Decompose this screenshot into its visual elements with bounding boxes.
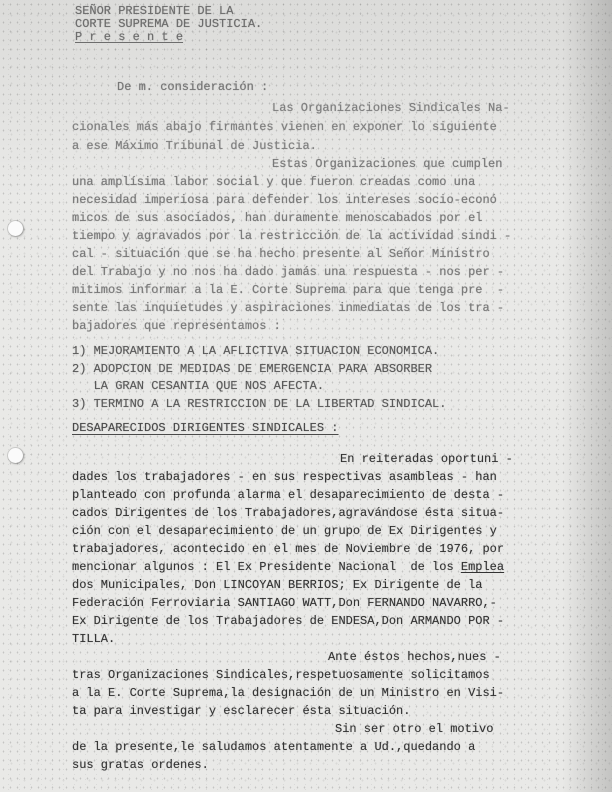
text-line: ta para investigar y esclarecer ésta situación. bbox=[72, 704, 411, 718]
text-line: 2) ADOPCION DE MEDIDAS DE EMERGENCIA PARA ABSORBER bbox=[72, 361, 433, 376]
text-line: TILLA. bbox=[72, 632, 116, 646]
text-line: P r e s e n t e bbox=[75, 30, 184, 44]
text-line: Estas Organizaciones que cumplen bbox=[272, 157, 503, 171]
text-line: sus gratas ordenes. bbox=[72, 758, 209, 772]
text-line: ción con el desaparecimiento de un grupo de Ex Dirigentes y bbox=[72, 524, 497, 538]
text-line: mitimos informar a la E. Corte Suprema para que tenga pre - bbox=[72, 283, 505, 297]
text-line: bajadores que representamos : bbox=[72, 319, 281, 333]
intro-paragraph bbox=[72, 99, 510, 156]
disappeared-leaders-paragraph bbox=[72, 450, 513, 648]
text-line: cionales más abajo firmantes vienen en exponer lo siguiente bbox=[72, 120, 497, 134]
text-line: LA GRAN CESANTIA QUE NOS AFECTA. bbox=[72, 379, 325, 393]
text-line: Sin ser otro el motivo bbox=[335, 722, 494, 736]
text-line: planteado con profunda alarma el desaparecimiento de desta - bbox=[72, 488, 505, 502]
text-line: cal - situación que se ha hecho presente al Señor Ministro bbox=[72, 247, 490, 261]
text-line: a la E. Corte Suprema,la designación de un Ministro en Visi- bbox=[72, 686, 505, 700]
text-line: de la presente,le saludamos atentamente a Ud.,quedando a bbox=[72, 740, 476, 754]
text-line: 1) MEJORAMIENTO A LA AFLICTIVA SITUACION ECONOMICA. bbox=[72, 344, 440, 358]
text-line: SEÑOR PRESIDENTE DE LA bbox=[75, 4, 234, 18]
text-line: tiempo y agravados por la restricción de la actividad sindi - bbox=[72, 229, 512, 243]
text-line: del Trabajo y no nos ha dado jamás una respuesta - nos per - bbox=[72, 265, 505, 279]
demands-list bbox=[72, 343, 446, 413]
text-line: Ex Dirigente de los Trabajadores de ENDESA,Don ARMANDO POR - bbox=[72, 614, 505, 628]
text-line: una amplísima labor social y que fueron creadas como una bbox=[72, 175, 476, 189]
text-segment: mencionar algunos : El Ex Presidente Nacional de los bbox=[72, 560, 461, 574]
text-line: trabajadores, acontecido en el mes de Noviembre de 1976, por bbox=[72, 542, 505, 556]
salutation: De m. consideración : bbox=[117, 80, 269, 94]
text-line: En reiteradas oportuni - bbox=[340, 452, 513, 466]
addressee-block bbox=[75, 5, 262, 44]
text-line: 3) TERMINO A LA RESTRICCION DE LA LIBERTAD SINDICAL. bbox=[72, 396, 447, 411]
text-line: a ese Máximo Tribunal de Justicia. bbox=[72, 139, 317, 153]
text-line: necesidad imperiosa para defender los intereses socio-econó bbox=[72, 193, 497, 207]
text-line: micos de sus asociados, han duramente menoscabados por el bbox=[72, 211, 483, 225]
text-line: cados Dirigentes de los Trabajadores,agravándose ésta situa- bbox=[72, 506, 505, 520]
text-line: dades los trabajadores - en sus respectivas asambleas - han bbox=[72, 470, 497, 484]
request-paragraph bbox=[72, 648, 504, 720]
text-line: sente las inquietudes y aspiraciones inmediatas de los tra - bbox=[72, 301, 505, 315]
section-heading: DESAPARECIDOS DIRIGENTES SINDICALES : bbox=[72, 421, 339, 435]
punch-hole bbox=[8, 448, 23, 463]
punch-hole bbox=[8, 221, 23, 236]
text-line: tras Organizaciones Sindicales,respetuosamente solicitamos bbox=[72, 668, 490, 682]
closing-paragraph bbox=[72, 720, 493, 774]
text-line: dos Municipales, Don LINCOYAN BERRIOS; Ex Dirigente de la bbox=[72, 578, 483, 592]
context-paragraph bbox=[72, 155, 511, 335]
text-line: Las Organizaciones Sindicales Na- bbox=[272, 101, 510, 115]
text-line: CORTE SUPREMA DE JUSTICIA. bbox=[75, 17, 263, 31]
text-line bbox=[72, 558, 513, 576]
underlined-word: Emplea bbox=[460, 560, 505, 574]
text-line: Federación Ferroviaria SANTIAGO WATT,Don FERNANDO NAVARRO,- bbox=[72, 596, 497, 610]
text-line: Ante éstos hechos,nues - bbox=[328, 650, 501, 664]
